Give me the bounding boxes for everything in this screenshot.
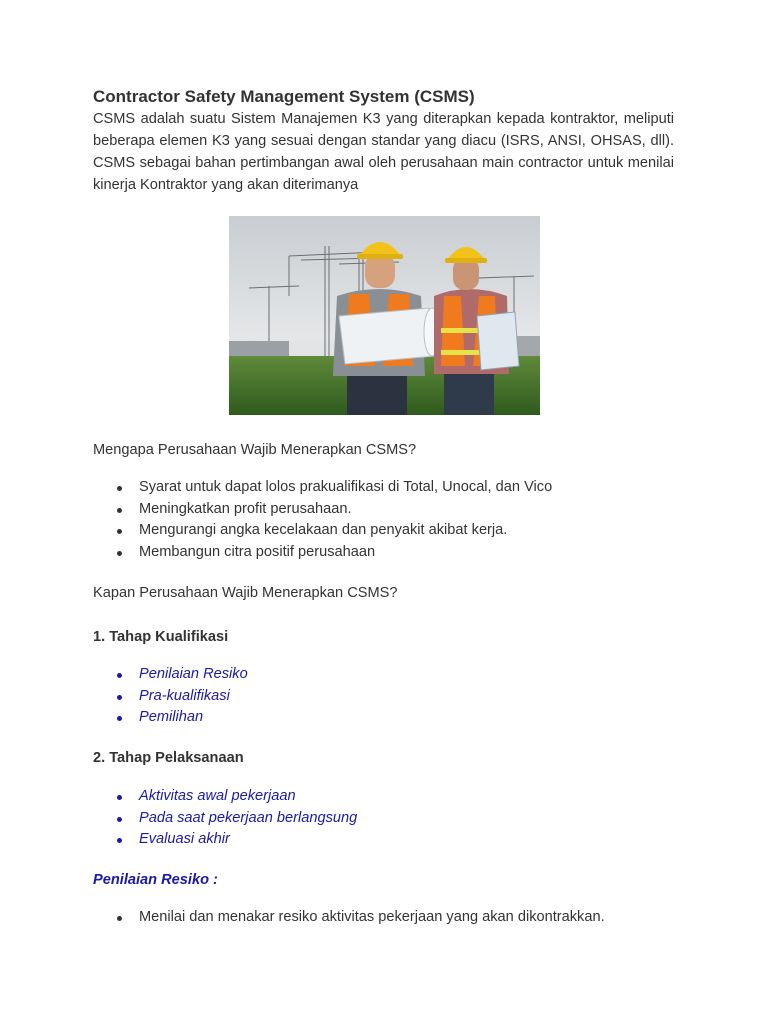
construction-workers-image bbox=[229, 216, 540, 415]
bullet-icon bbox=[117, 695, 122, 700]
list-item-link[interactable]: Pemilihan bbox=[93, 707, 248, 729]
bullet-icon bbox=[117, 529, 122, 534]
bullet-icon bbox=[117, 817, 122, 822]
list-item-link[interactable]: Pra-kualifikasi bbox=[93, 686, 248, 708]
stage1-heading: 1. Tahap Kualifikasi bbox=[93, 629, 229, 645]
list-item-link[interactable]: Pada saat pekerjaan berlangsung bbox=[93, 808, 357, 830]
list-item: Syarat untuk dapat lolos prakualifikasi di Total, Unocal, dan Vico bbox=[93, 477, 552, 499]
document-page bbox=[93, 86, 674, 925]
list-item: Menilai dan menakar resiko aktivitas pekerjaan yang akan dikontrakkan. bbox=[93, 907, 605, 929]
intro-paragraph: CSMS adalah suatu Sistem Manajemen K3 yang diterapkan kepada kontraktor, meliputi beberapa elemen K3 yang sesuai dengan standar yang diacu (ISRS, ANSI, OHSAS, dll). CSMS sebagai bahan pertimbangan awal oleh perusahaan main contractor untuk menilai kinerja Kontraktor yang akan diterimanya bbox=[93, 111, 674, 193]
list-item-link[interactable]: Penilaian Resiko bbox=[93, 664, 248, 686]
bullet-icon bbox=[117, 551, 122, 556]
list-item: Membangun citra positif perusahaan bbox=[93, 542, 552, 564]
bullet-icon bbox=[117, 795, 122, 800]
why-list bbox=[93, 477, 552, 564]
when-heading: Kapan Perusahaan Wajib Menerapkan CSMS? bbox=[93, 585, 398, 601]
bullet-icon bbox=[117, 838, 122, 843]
why-heading: Mengapa Perusahaan Wajib Menerapkan CSMS? bbox=[93, 442, 417, 458]
stage1-list bbox=[93, 664, 248, 729]
list-item: Meningkatkan profit perusahaan. bbox=[93, 499, 552, 521]
list-item-link[interactable]: Evaluasi akhir bbox=[93, 829, 357, 851]
page-title: Contractor Safety Management System (CSMS) bbox=[93, 87, 475, 106]
bullet-icon bbox=[117, 673, 122, 678]
stage2-list bbox=[93, 786, 357, 851]
workers-photo bbox=[229, 216, 540, 415]
bullet-icon bbox=[117, 916, 122, 921]
stage2-heading: 2. Tahap Pelaksanaan bbox=[93, 750, 244, 766]
list-item-link[interactable]: Aktivitas awal pekerjaan bbox=[93, 786, 357, 808]
list-item: Mengurangi angka kecelakaan dan penyakit akibat kerja. bbox=[93, 520, 552, 542]
bullet-icon bbox=[117, 486, 122, 491]
risk-heading: Penilaian Resiko : bbox=[93, 872, 218, 888]
risk-list bbox=[93, 907, 605, 929]
bullet-icon bbox=[117, 508, 122, 513]
bullet-icon bbox=[117, 716, 122, 721]
